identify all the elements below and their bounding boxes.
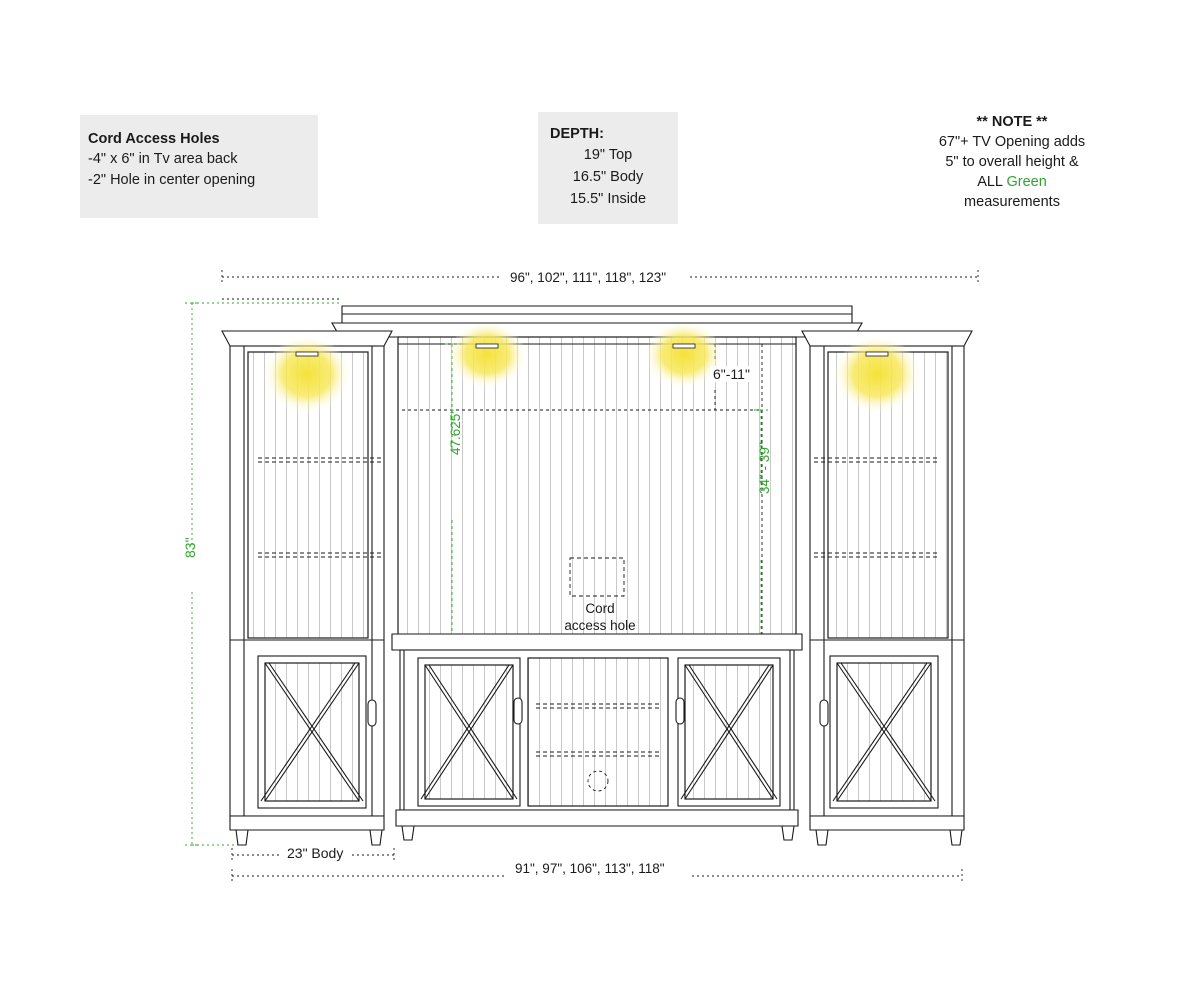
console-base-rail (396, 810, 798, 826)
left-tower-foot-right (370, 830, 382, 845)
right-tower-foot-left (816, 830, 828, 845)
dimension-label-bottom-width: 91", 97", 106", 113", 118" (511, 861, 669, 876)
tv-opening-note-green: Green (1006, 174, 1047, 190)
right-tower-door-handle (820, 700, 828, 726)
light-fixture-left-tower (296, 352, 318, 356)
dimension-label-overall-height: 83" (182, 537, 198, 558)
light-fixture-center-right (673, 344, 695, 348)
tv-opening-note-line-2: 5" to overall height & (945, 154, 1079, 170)
cord-access-note-title: Cord Access Holes (88, 131, 220, 147)
cord-access-hole-caption-line-2: access hole (564, 618, 636, 633)
dimension-label-header-height: 6"-11" (710, 366, 753, 382)
light-fixture-center-left (476, 344, 498, 348)
dimension-label-tv-opening-width: 34" - 39" (757, 442, 772, 494)
tv-opening-note-all: ALL (977, 174, 1007, 190)
tv-opening-note-title: ** NOTE ** (976, 114, 1048, 130)
left-tower-door-handle (368, 700, 376, 726)
dimension-label-top-width: 96", 102", 111", 118", 123" (506, 270, 670, 285)
light-glow-left-tower (263, 338, 351, 418)
console-foot-left (402, 826, 414, 840)
light-fixture-right-tower (866, 352, 888, 356)
left-tower-foot-left (236, 830, 248, 845)
cord-access-note-line-1: -4" x 6" in Tv area back (88, 151, 238, 167)
console-foot-right (782, 826, 794, 840)
right-tower-foot-right (950, 830, 962, 845)
cord-access-hole-caption (552, 600, 648, 634)
tv-opening-note-line-1: 67"+ TV Opening adds (938, 134, 1086, 150)
depth-note-line-3: 15.5" Inside (569, 191, 647, 207)
depth-note-line-2: 16.5" Body (572, 169, 644, 185)
cord-access-note-line-2: -2" Hole in center opening (88, 172, 256, 188)
right-tower-base-rail (810, 816, 964, 830)
depth-note-line-1: 19" Top (583, 147, 633, 163)
left-tower-base-rail (230, 816, 384, 830)
console-top (392, 634, 802, 650)
crown-molding-bevel (332, 323, 862, 337)
tv-opening-note-line-4: measurements (964, 194, 1060, 210)
center-hutch-back (398, 337, 796, 640)
console-right-door-handle (676, 698, 684, 724)
console-center-opening (528, 658, 668, 806)
depth-note-title: DEPTH: (550, 126, 604, 142)
cord-access-hole-caption-line-1: Cord (585, 601, 615, 616)
dimension-label-body-width: 23" Body (283, 845, 347, 861)
light-glow-center-left (447, 324, 527, 392)
light-glow-right-tower (833, 338, 921, 418)
dimension-label-tv-opening-height: 47.625" (448, 408, 463, 455)
console-left-door-handle (514, 698, 522, 724)
